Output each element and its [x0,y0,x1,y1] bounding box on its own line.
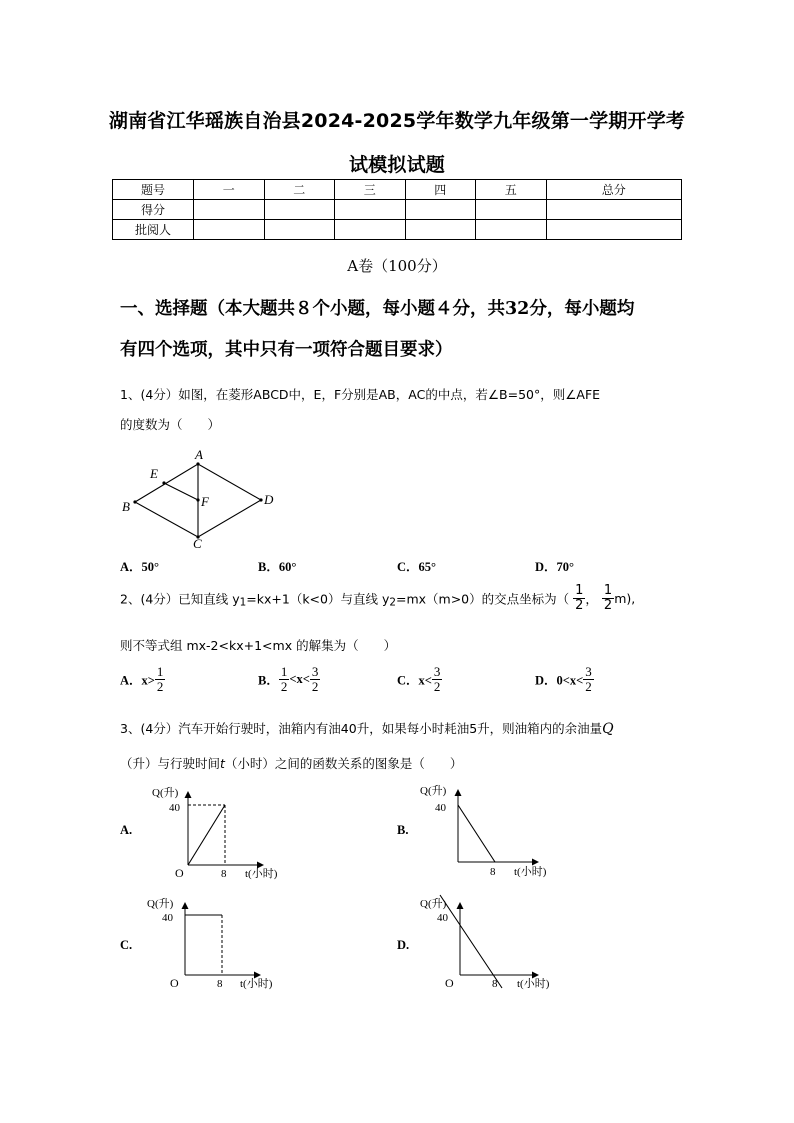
q2-text-b: =kx+1（k<0）与直线 y [246,591,390,607]
score-cell[interactable] [264,220,335,240]
graph-x-value: 8 [492,978,498,990]
graph-y-value: 40 [162,912,173,924]
q3-graph-c[interactable] [145,893,285,998]
graph-origin: O [170,976,179,990]
q2-sub2: 2 [389,596,396,609]
graph-x-label: t(小时) [240,978,273,990]
score-table-row [113,220,682,240]
score-table-row [113,200,682,220]
q2-text-d: m), [614,591,636,606]
q3-option-a[interactable]: A. [120,823,133,837]
score-row-label: 批阅人 [113,220,194,240]
label-d: D [264,492,274,507]
q3-option-b[interactable]: B. [397,823,409,837]
graph-x-label: t(小时) [514,866,547,878]
segment-ef [164,483,198,500]
score-cell[interactable] [476,200,547,220]
q2-option-c[interactable]: C．x< $\frac{3}{2}$ [397,664,441,694]
score-cell[interactable] [546,220,682,240]
graph-x-value: 8 [490,866,496,878]
q2-comma: ， [585,591,598,607]
score-cell[interactable] [476,220,547,240]
score-table-header-row [113,180,682,200]
q3-graph-b[interactable] [420,780,560,885]
q2-option-d[interactable]: D．0<x< $\frac{3}{2}$ [535,664,592,694]
q3-graph-a[interactable] [150,780,290,885]
score-header-cell: 总分 [546,180,682,200]
graph-x-value: 8 [221,868,227,880]
q1-option-c[interactable]: C．65° [397,560,437,574]
q2-option-a[interactable]: A．x> $\frac{1}{2}$ [120,664,164,694]
rhombus-figure [118,445,283,550]
q2-stem-line1 [120,584,635,613]
q1-stem-line2: 的度数为（ ） [120,417,221,432]
part1-heading-line2: 有四个选项，其中只有一项符合题目要求） [120,340,453,360]
part1-heading-line1: 一、选择题（本大题共８个小题，每小题４分，共32分，每小题均 [120,299,635,319]
score-cell[interactable] [264,200,335,220]
q3-stem-line1: 3、(4分）汽车开始行驶时，油箱内有油40升，如果每小时耗油5升，则油箱内的余油量Q [120,721,614,737]
score-header-cell: 五 [476,180,547,200]
score-header-cell: 四 [405,180,476,200]
score-header-cell: 二 [264,180,335,200]
score-cell[interactable] [194,220,265,240]
q1-stem-line1: 1、(4分）如图，在菱形ABCD中，E，F分别是AB，AC的中点，若∠B=50°，则∠AFE [120,387,601,402]
q2-sub1: 1 [239,596,247,609]
graph-origin: O [445,976,454,990]
q3-var-q: Q [602,721,614,737]
q2-text-c: =mx（m>0）的交点坐标为（ [395,591,570,607]
q2-frac-half-m: $\frac{1}{2}$ [603,583,613,613]
q3-option-c[interactable]: C. [120,938,133,952]
score-cell[interactable] [405,220,476,240]
page-title-line1: 湖南省江华瑶族自治县2024-2025学年数学九年级第一学期开学考 [108,110,686,132]
graph-d-line [440,895,502,988]
graph-b-line [458,805,495,862]
graph-a-line [188,805,225,865]
score-header-cell: 题号 [113,180,194,200]
label-f: F [201,494,209,509]
q1-option-d[interactable]: D．70° [535,560,575,574]
section-a-heading: A卷（100分） [347,257,447,275]
graph-y-label: Q(升) [152,787,179,799]
graph-x-value: 8 [217,978,223,990]
score-cell[interactable] [405,200,476,220]
page-title-line2: 试模拟试题 [348,154,445,176]
score-cell[interactable] [194,200,265,220]
q3-var-t: t [220,756,225,771]
q3-graph-d[interactable] [420,893,565,998]
label-c: C [193,536,202,550]
graph-y-value: 40 [435,802,446,814]
label-b: B [122,499,130,514]
score-header-cell: 一 [194,180,265,200]
q1-option-a[interactable]: A．50° [120,560,160,574]
graph-y-value: 40 [169,802,180,814]
label-a: A [195,447,203,462]
q2-text-a: 2、(4分）已知直线 y [120,591,240,607]
graph-origin: O [175,866,184,880]
graph-y-label: Q(升) [147,898,174,910]
q2-option-b[interactable]: B． $\frac{1}{2}$ <x< $\frac{3}{2}$ [258,664,319,694]
q2-frac-half: $\frac{1}{2}$ [575,583,584,613]
label-e: E [150,466,158,481]
score-table [112,179,682,240]
q3-option-d[interactable]: D. [397,938,410,952]
score-cell[interactable] [546,200,682,220]
score-cell[interactable] [335,220,406,240]
score-cell[interactable] [335,200,406,220]
graph-x-label: t(小时) [245,868,278,880]
score-row-label: 得分 [113,200,194,220]
graph-y-label: Q(升) [420,898,447,910]
graph-y-label: Q(升) [420,785,447,797]
score-header-cell: 三 [335,180,406,200]
graph-y-value: 40 [437,912,448,924]
q1-option-b[interactable]: B．60° [258,560,297,574]
graph-x-label: t(小时) [517,978,550,990]
q3-stem-line2: （升）与行驶时间t（小时）之间的函数关系的图象是（ ） [120,756,463,771]
q2-stem-line2: 则不等式组 mx-2<kx+1<mx 的解集为（ ） [120,638,397,653]
